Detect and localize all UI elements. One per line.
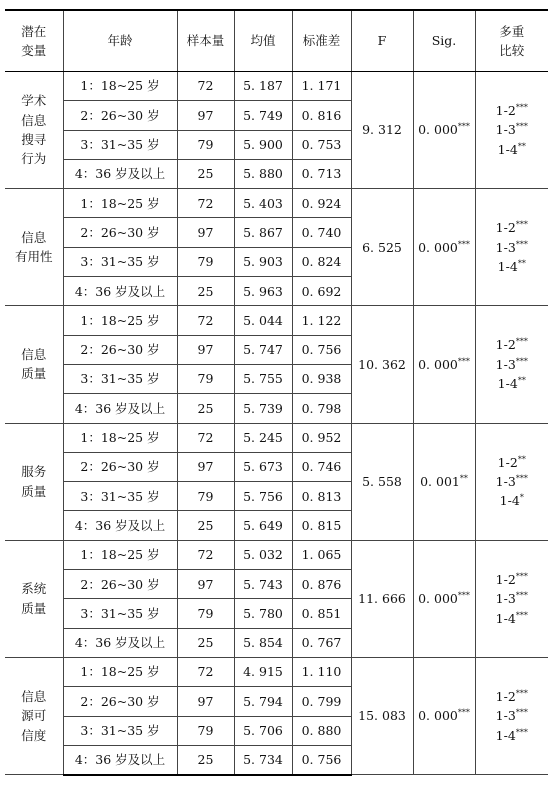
header-std-dev: 标准差 bbox=[292, 10, 351, 72]
mean-cell: 5. 747 bbox=[234, 335, 292, 364]
sample-size-cell: 97 bbox=[177, 335, 234, 364]
f-value: 6. 525 bbox=[351, 189, 413, 306]
sample-size-cell: 72 bbox=[177, 540, 234, 569]
significance-stars: *** bbox=[515, 708, 528, 718]
age-cell: 4：36 岁及以上 bbox=[63, 745, 177, 774]
comparison-item: 1-4** bbox=[497, 141, 526, 157]
sample-size-cell: 79 bbox=[177, 716, 234, 745]
factor-name: 信息 有用性 bbox=[5, 189, 63, 306]
std-dev-cell: 0. 753 bbox=[292, 130, 351, 159]
mean-cell: 5. 756 bbox=[234, 482, 292, 511]
sample-size-cell: 25 bbox=[177, 159, 234, 188]
significance-stars: *** bbox=[515, 591, 528, 601]
age-cell: 2：26~30 岁 bbox=[63, 687, 177, 716]
mean-cell: 5. 403 bbox=[234, 189, 292, 218]
comparison-item: 1-3*** bbox=[495, 122, 528, 138]
age-cell: 3：31~35 岁 bbox=[63, 716, 177, 745]
significance-stars: *** bbox=[515, 571, 528, 581]
age-cell: 3：31~35 岁 bbox=[63, 599, 177, 628]
f-value: 9. 312 bbox=[351, 72, 413, 189]
significance-stars: ** bbox=[517, 141, 526, 151]
header-age: 年龄 bbox=[63, 10, 177, 72]
sample-size-cell: 79 bbox=[177, 130, 234, 159]
age-cell: 1：18~25 岁 bbox=[63, 72, 177, 101]
mean-cell: 5. 706 bbox=[234, 716, 292, 745]
sig-value: 0. 000*** bbox=[413, 189, 475, 306]
mean-cell: 5. 794 bbox=[234, 687, 292, 716]
sig-value: 0. 001** bbox=[413, 423, 475, 540]
sig-value: 0. 000*** bbox=[413, 306, 475, 423]
significance-stars: *** bbox=[515, 220, 528, 230]
age-cell: 1：18~25 岁 bbox=[63, 423, 177, 452]
mean-cell: 5. 734 bbox=[234, 745, 292, 774]
sig-value: 0. 000*** bbox=[413, 657, 475, 774]
sample-size-cell: 25 bbox=[177, 745, 234, 774]
sig-value: 0. 000*** bbox=[413, 540, 475, 657]
factor-name: 信息 源可 信度 bbox=[5, 657, 63, 774]
significance-stars: *** bbox=[457, 356, 470, 366]
sample-size-cell: 79 bbox=[177, 247, 234, 276]
header-multiple-comparison: 多重 比较 bbox=[475, 10, 548, 72]
sample-size-cell: 79 bbox=[177, 482, 234, 511]
significance-stars: ** bbox=[459, 473, 468, 483]
age-cell: 3：31~35 岁 bbox=[63, 247, 177, 276]
mean-cell: 4. 915 bbox=[234, 657, 292, 686]
header-f: F bbox=[351, 10, 413, 72]
significance-stars: * bbox=[519, 493, 524, 503]
mean-cell: 5. 755 bbox=[234, 364, 292, 393]
sample-size-cell: 97 bbox=[177, 570, 234, 599]
std-dev-cell: 0. 876 bbox=[292, 570, 351, 599]
std-dev-cell: 0. 767 bbox=[292, 628, 351, 657]
significance-stars: *** bbox=[515, 610, 528, 620]
sample-size-cell: 72 bbox=[177, 657, 234, 686]
factor-name: 信息 质量 bbox=[5, 306, 63, 423]
sample-size-cell: 25 bbox=[177, 394, 234, 423]
age-cell: 2：26~30 岁 bbox=[63, 570, 177, 599]
significance-stars: *** bbox=[515, 103, 528, 113]
comparison-item: 1-3*** bbox=[495, 239, 528, 255]
comparison-item: 1-2*** bbox=[495, 103, 528, 119]
mean-cell: 5. 649 bbox=[234, 511, 292, 540]
mean-cell: 5. 245 bbox=[234, 423, 292, 452]
f-value: 11. 666 bbox=[351, 540, 413, 657]
sample-size-cell: 97 bbox=[177, 687, 234, 716]
mean-cell: 5. 880 bbox=[234, 159, 292, 188]
age-cell: 2：26~30 岁 bbox=[63, 101, 177, 130]
std-dev-cell: 0. 746 bbox=[292, 452, 351, 481]
sample-size-cell: 79 bbox=[177, 599, 234, 628]
comparison-item: 1-2*** bbox=[495, 337, 528, 353]
sample-size-cell: 72 bbox=[177, 423, 234, 452]
age-cell: 4：36 岁及以上 bbox=[63, 394, 177, 423]
sample-size-cell: 72 bbox=[177, 189, 234, 218]
std-dev-cell: 0. 713 bbox=[292, 159, 351, 188]
multiple-comparison bbox=[475, 306, 548, 423]
factor-name: 学术 信息 搜寻 行为 bbox=[5, 72, 63, 189]
age-cell: 1：18~25 岁 bbox=[63, 189, 177, 218]
multiple-comparison bbox=[475, 423, 548, 540]
table-row bbox=[5, 540, 548, 569]
std-dev-cell: 0. 938 bbox=[292, 364, 351, 393]
mean-cell: 5. 867 bbox=[234, 218, 292, 247]
table-header bbox=[5, 10, 548, 72]
std-dev-cell: 0. 824 bbox=[292, 247, 351, 276]
significance-stars: *** bbox=[515, 356, 528, 366]
significance-stars: *** bbox=[515, 122, 528, 132]
significance-stars: *** bbox=[457, 591, 470, 601]
sig-value: 0. 000*** bbox=[413, 72, 475, 189]
header-sample-size: 样本量 bbox=[177, 10, 234, 72]
header-mean: 均值 bbox=[234, 10, 292, 72]
sample-size-cell: 97 bbox=[177, 218, 234, 247]
mean-cell: 5. 963 bbox=[234, 277, 292, 306]
comparison-item: 1-2** bbox=[497, 454, 526, 470]
age-cell: 3：31~35 岁 bbox=[63, 482, 177, 511]
age-cell: 2：26~30 岁 bbox=[63, 218, 177, 247]
comparison-item: 1-4** bbox=[497, 258, 526, 274]
std-dev-cell: 0. 740 bbox=[292, 218, 351, 247]
significance-stars: ** bbox=[517, 454, 526, 464]
comparison-item: 1-4*** bbox=[495, 727, 528, 743]
f-value: 5. 558 bbox=[351, 423, 413, 540]
comparison-item: 1-2*** bbox=[495, 571, 528, 587]
sample-size-cell: 72 bbox=[177, 306, 234, 335]
std-dev-cell: 0. 924 bbox=[292, 189, 351, 218]
table-row bbox=[5, 657, 548, 686]
header-factor: 潜在 变量 bbox=[5, 10, 63, 72]
age-cell: 4：36 岁及以上 bbox=[63, 628, 177, 657]
std-dev-cell: 0. 756 bbox=[292, 745, 351, 774]
significance-stars: *** bbox=[515, 337, 528, 347]
mean-cell: 5. 032 bbox=[234, 540, 292, 569]
significance-stars: *** bbox=[515, 727, 528, 737]
comparison-item: 1-4** bbox=[497, 376, 526, 392]
std-dev-cell: 0. 952 bbox=[292, 423, 351, 452]
significance-stars: *** bbox=[457, 122, 470, 132]
significance-stars: *** bbox=[515, 473, 528, 483]
f-value: 10. 362 bbox=[351, 306, 413, 423]
mean-cell: 5. 743 bbox=[234, 570, 292, 599]
age-cell: 4：36 岁及以上 bbox=[63, 277, 177, 306]
mean-cell: 5. 187 bbox=[234, 72, 292, 101]
multiple-comparison bbox=[475, 189, 548, 306]
significance-stars: *** bbox=[515, 239, 528, 249]
multiple-comparison bbox=[475, 72, 548, 189]
f-value: 15. 083 bbox=[351, 657, 413, 774]
table-row bbox=[5, 423, 548, 452]
std-dev-cell: 0. 756 bbox=[292, 335, 351, 364]
sample-size-cell: 79 bbox=[177, 364, 234, 393]
std-dev-cell: 0. 813 bbox=[292, 482, 351, 511]
sample-size-cell: 72 bbox=[177, 72, 234, 101]
std-dev-cell: 1. 065 bbox=[292, 540, 351, 569]
table-row bbox=[5, 72, 548, 101]
mean-cell: 5. 780 bbox=[234, 599, 292, 628]
factor-name: 服务 质量 bbox=[5, 423, 63, 540]
table-row bbox=[5, 189, 548, 218]
age-cell: 1：18~25 岁 bbox=[63, 540, 177, 569]
mean-cell: 5. 749 bbox=[234, 101, 292, 130]
age-cell: 2：26~30 岁 bbox=[63, 452, 177, 481]
comparison-item: 1-3*** bbox=[495, 708, 528, 724]
mean-cell: 5. 854 bbox=[234, 628, 292, 657]
mean-cell: 5. 044 bbox=[234, 306, 292, 335]
std-dev-cell: 0. 851 bbox=[292, 599, 351, 628]
sample-size-cell: 25 bbox=[177, 628, 234, 657]
significance-stars: ** bbox=[517, 376, 526, 386]
comparison-item: 1-3*** bbox=[495, 356, 528, 372]
age-cell: 3：31~35 岁 bbox=[63, 364, 177, 393]
std-dev-cell: 1. 171 bbox=[292, 72, 351, 101]
comparison-item: 1-4* bbox=[499, 493, 524, 509]
header-sig: Sig. bbox=[413, 10, 475, 72]
significance-stars: *** bbox=[457, 239, 470, 249]
mean-cell: 5. 739 bbox=[234, 394, 292, 423]
comparison-item: 1-3*** bbox=[495, 591, 528, 607]
sample-size-cell: 25 bbox=[177, 511, 234, 540]
age-cell: 1：18~25 岁 bbox=[63, 657, 177, 686]
comparison-item: 1-2*** bbox=[495, 220, 528, 236]
std-dev-cell: 0. 880 bbox=[292, 716, 351, 745]
multiple-comparison bbox=[475, 657, 548, 774]
mean-cell: 5. 673 bbox=[234, 452, 292, 481]
sample-size-cell: 97 bbox=[177, 101, 234, 130]
age-cell: 3：31~35 岁 bbox=[63, 130, 177, 159]
age-cell: 1：18~25 岁 bbox=[63, 306, 177, 335]
mean-cell: 5. 903 bbox=[234, 247, 292, 276]
anova-table bbox=[5, 9, 548, 776]
factor-name: 系统 质量 bbox=[5, 540, 63, 657]
comparison-item: 1-3*** bbox=[495, 473, 528, 489]
age-cell: 4：36 岁及以上 bbox=[63, 511, 177, 540]
comparison-item: 1-2*** bbox=[495, 688, 528, 704]
std-dev-cell: 1. 122 bbox=[292, 306, 351, 335]
std-dev-cell: 1. 110 bbox=[292, 657, 351, 686]
table-row bbox=[5, 306, 548, 335]
sample-size-cell: 25 bbox=[177, 277, 234, 306]
std-dev-cell: 0. 815 bbox=[292, 511, 351, 540]
significance-stars: ** bbox=[517, 258, 526, 268]
age-cell: 2：26~30 岁 bbox=[63, 335, 177, 364]
table-body bbox=[5, 72, 548, 775]
multiple-comparison bbox=[475, 540, 548, 657]
significance-stars: *** bbox=[457, 708, 470, 718]
std-dev-cell: 0. 692 bbox=[292, 277, 351, 306]
std-dev-cell: 0. 816 bbox=[292, 101, 351, 130]
age-cell: 4：36 岁及以上 bbox=[63, 159, 177, 188]
mean-cell: 5. 900 bbox=[234, 130, 292, 159]
comparison-item: 1-4*** bbox=[495, 610, 528, 626]
significance-stars: *** bbox=[515, 688, 528, 698]
std-dev-cell: 0. 798 bbox=[292, 394, 351, 423]
sample-size-cell: 97 bbox=[177, 452, 234, 481]
std-dev-cell: 0. 799 bbox=[292, 687, 351, 716]
